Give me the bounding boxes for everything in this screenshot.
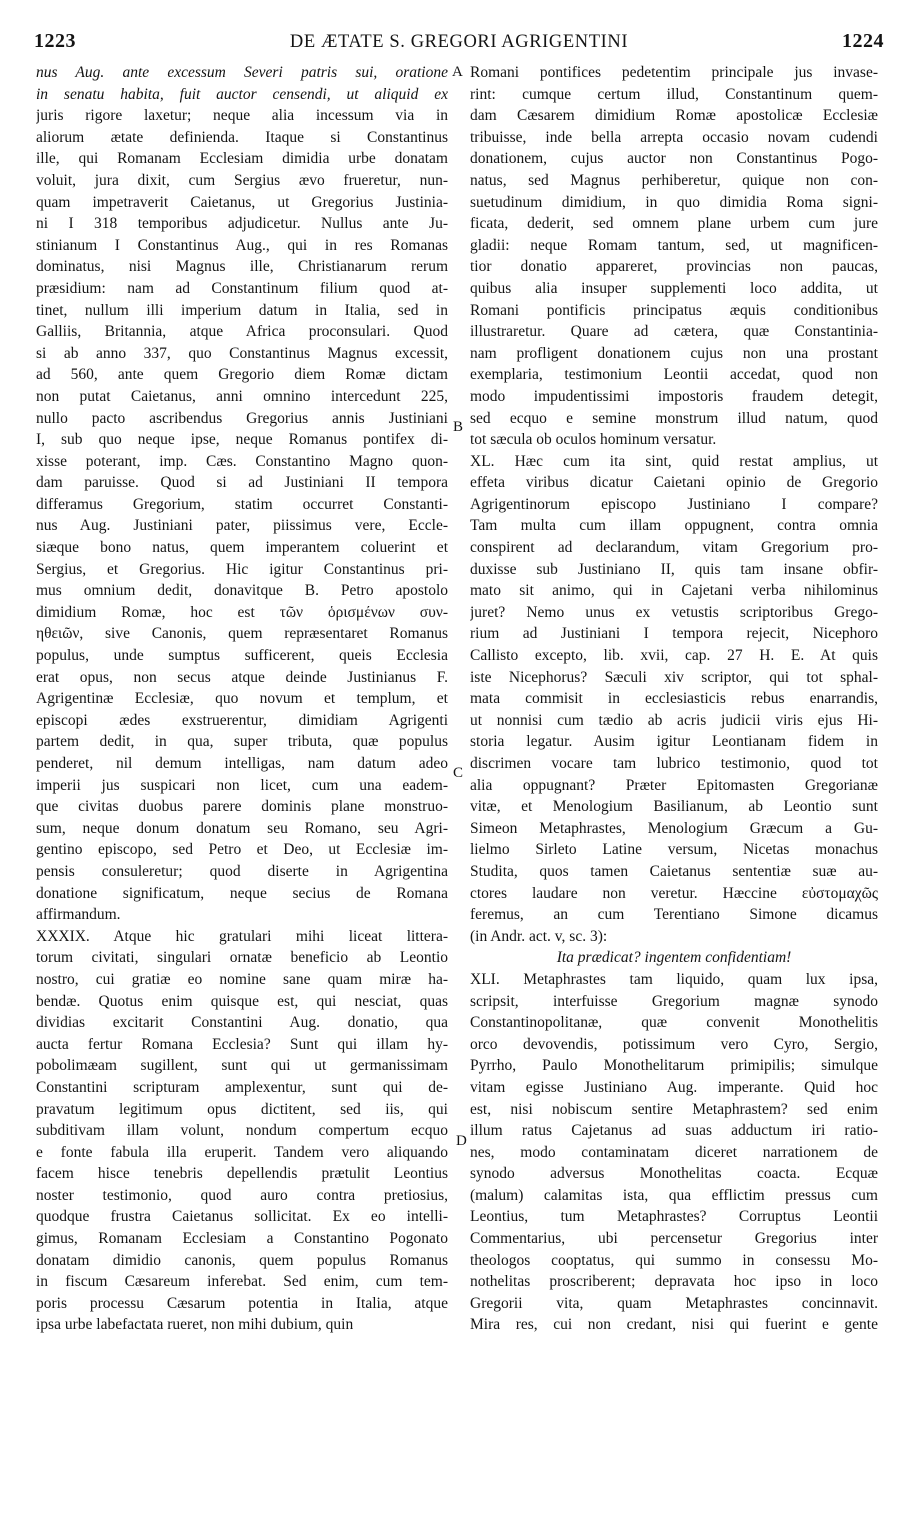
text-line: noster testimonio, quod auro contra pretiosius, [36, 1186, 448, 1204]
text-line: que civitas duobus parere dominis plane monstruo- [36, 798, 448, 816]
text-line: si ab anno 337, quo Constantinus Magnus excessit, [36, 344, 448, 362]
text-line: Romani pontificis principatus æquis conditionibus [470, 301, 878, 319]
text-line: discrimen vocare tam lubrico testimonio, quod tot [470, 755, 878, 772]
text-line: vitæ, et Menologium Basilianum, ab Leontio sunt [470, 798, 878, 816]
text-line: dam paruisse. Quod si ad Justiniani II tempora [36, 474, 448, 492]
text-line: juris rigore laxetur; neque alia incessum via in [36, 107, 448, 125]
text-line: lielmo Sirleto Latine versum, Nicetas monachus [470, 841, 878, 859]
text-line: scripsit, interfuisse Gregorium magnæ synodo [470, 992, 878, 1010]
text-line: I, sub quo neque ipse, neque Romanus pontifex di- [36, 431, 448, 449]
text-line: Constantinopolitanæ, quæ convenit Monothelitis [470, 1014, 878, 1032]
text-line: natus, sed Magnus perhiberetur, quique non con- [470, 171, 878, 189]
margin-letter-d: D [456, 1133, 467, 1149]
text-line: pensis consuleretur; quod diserte in Agrigentina [36, 862, 448, 880]
text-line: Sergius, et Gregorius. Hic igitur Constantinus pri- [36, 560, 448, 578]
text-line: Commentarius, ubi percensetur Gregorius inter [470, 1230, 878, 1248]
text-line: gladii: neque Romam tantum, sed, ut magnificen- [470, 236, 878, 254]
right-column [470, 62, 878, 1336]
text-line: dimidium Romæ, hoc est τῶν ὁρισμένων συν- [36, 603, 448, 621]
text-line: nes, modo contaminatam diceret narrationem de [470, 1143, 878, 1161]
text-line: bendæ. Quotus enim quisque est, qui nesciat, quas [36, 992, 448, 1010]
text-line: aliorum ætate definienda. Itaque si Constantinus [36, 128, 448, 146]
text-line: gentino episcopo, sed Petro et Deo, ut Ecclesiæ im- [36, 841, 448, 859]
text-line: episcopi ædes exstruerentur, dimidiam Agrigenti [36, 711, 448, 729]
text-line: storia legatur. Ausim igitur Leontianam fidem in [470, 733, 878, 751]
text-line: quodque frustra Caietanus sollicitat. Ex eo intelli- [36, 1208, 448, 1226]
text-line: ipsa urbe labefactata rueret, non mihi dubium, quin [36, 1316, 354, 1334]
text-line: conspirent ad declarandum, vitam Gregorium pro- [470, 539, 878, 557]
text-line: Leontius, tum Metaphrastes? Corruptus Leontii [470, 1208, 878, 1226]
text-line: ille, qui Romanam Ecclesiam dimidia urbe donatam [36, 150, 448, 168]
text-line: est, nisi nobiscum sentire Metaphrastem? sed enim [470, 1100, 878, 1118]
text-line: erat opus, non secus atque deinde Justinianus F. [36, 668, 448, 686]
text-line: affirmandum. [36, 906, 121, 924]
text-line: subditivam illam volunt, nondum compertum ecquo [36, 1122, 448, 1140]
text-line: in fiscum Cæsareum inferebat. Sed enim, cum tem- [36, 1273, 448, 1291]
text-line: juret? Nemo unus ex vetustis scriptoribus Grego- [470, 603, 878, 621]
text-line: mato sit animo, qui in Cajetani verba nihilominus [470, 582, 878, 600]
text-line: sum, neque donum donatum seu Romano, seu Agri- [36, 819, 448, 837]
text-line: nullo pacto ascribendus Gregorius annis Justiniani [36, 409, 448, 427]
text-line: Constantini scripturam amplexentur, sunt qui de- [36, 1078, 448, 1096]
text-line: partem dedit, in qua, super tributa, quæ populus [36, 733, 448, 751]
text-line: stinianum I Constantinus Aug., qui in res Romanas [36, 236, 448, 254]
text-line: e fonte fabula illa eruperit. Tandem vero aliquando [36, 1143, 448, 1161]
text-line: Romani pontifices pedetentim principale jus invase- [470, 64, 878, 81]
text-line: XXXIX. Atque hic gratulari mihi liceat littera- [36, 927, 448, 945]
text-line: nus Aug. ante excessum Severi patris sui, oratione [36, 64, 448, 81]
text-line: tior donatio appareret, provincias non paucas, [470, 258, 878, 276]
text-line: exemplaria, testimonium Leontii accedat, quod non [470, 366, 878, 384]
text-line: dividias excitarit Constantini Aug. donatio, qua [36, 1014, 448, 1032]
text-line: imperii jus suspicari non licet, cum una eadem- [36, 776, 448, 794]
text-line: Tam multa cum illam oppugnent, contra omnia [470, 517, 878, 535]
text-line: facem hisce tenebris depellendis prætulit Leontius [36, 1165, 448, 1183]
text-line: penderet, nil demum intelligas, nam datum adeo [36, 755, 448, 772]
text-line: quam impetraverit Caietanus, ut Gregorius Justinia- [36, 193, 448, 211]
text-line: duxisse sub Justiniano II, quis tam insane obfir- [470, 560, 878, 578]
text-line: tribuisse, inde bella arrepta occasio novam cudendi [470, 128, 878, 146]
margin-letter-b: B [453, 419, 464, 435]
text-line: Mira res, cui non credant, nisi qui fuerint e gente [470, 1316, 878, 1334]
text-line: ni I 318 temporibus adjudicetur. Nullus ante Ju- [36, 215, 448, 233]
text-line: gimus, Romanam Ecclesiam a Constantino Pogonato [36, 1230, 448, 1248]
text-line: pravatum legitimum opus dictitent, sed iis, qui [36, 1100, 448, 1118]
text-line: donatam dimidio canonis, quem populus Romanus [36, 1251, 448, 1269]
text-line: modo impudentissimi impostoris fraudem detegit, [470, 387, 878, 405]
text-line: ficata, dederit, sed omnem plane urbem cum jure [470, 215, 878, 233]
text-line: iste Nicephorus? Sæculi xiv scriptor, qui tot sphal- [470, 668, 878, 686]
text-line: XL. Hæc cum ita sint, quid restat amplius, ut [470, 452, 878, 470]
text-line: suetudinum dimidium, in quo dimidia Roma signi- [470, 193, 878, 211]
text-line: XLI. Metaphrastes tam liquido, quam lux ipsa, [470, 970, 878, 988]
margin-letter-a: A [452, 64, 463, 80]
text-line: torum civitati, singulari ornatæ beneficio ab Leontio [36, 949, 448, 967]
text-line: orco devovendis, potissimum vero Cyro, Sergio, [470, 1035, 878, 1053]
text-line: donatione significatum, neque secius de Romana [36, 884, 448, 902]
text-line: (malum) calamitas ista, qua efflictim pressus cum [470, 1186, 878, 1204]
page-number-left: 1223 [34, 30, 76, 52]
text-line: Simeon Metaphrastes, Menologium Græcum a Gu- [470, 819, 878, 837]
text-line: illum ratus Cajetanus ad suas adductum iri ratio- [470, 1122, 878, 1140]
text-line: nostro, cui gratiæ eo nomine sane quam miræ ha- [36, 970, 448, 988]
text-line: mus omnium dedit, donavitque B. Petro apostolo [36, 582, 448, 600]
text-line: aucta fertur Romana Ecclesia? Sunt qui illam hy- [36, 1035, 448, 1053]
text-line: dam Cæsarem dimidium Romæ apostolicæ Ecclesiæ [470, 107, 878, 125]
text-line: ad 560, ante quem Gregorio diem Romæ dictam [36, 366, 448, 384]
text-line: rint: cumque certum illud, Constantinum quem- [470, 85, 878, 103]
text-line: Agrigentinorum episcopo Justiniano I compare? [470, 495, 878, 513]
left-column [36, 62, 448, 1336]
text-line: feremus, an cum Terentiano Simone dicamus [470, 906, 878, 924]
text-line: non putat Caietanus, anni omnino intercedunt 225, [36, 387, 448, 405]
text-line: effeta viribus dicatur Caietani opinio de Gregorio [470, 474, 878, 492]
text-line: ut nonnisi cum tædio ab acris judicii viris ejus Hi- [470, 711, 878, 729]
running-title: DE ÆTATE S. GREGORI AGRIGENTINI [289, 32, 629, 52]
text-line: nothelitas proscriberent; depravata hoc ipso in loco [470, 1273, 878, 1291]
text-line: poris processu Cæsarum potentia in Italia, atque [36, 1294, 448, 1312]
text-line: sed ecquo e semine monstrum illud natum, quod [470, 409, 878, 427]
text-line: vitam egisse Justiniano Aug. imperante. Quid hoc [470, 1078, 878, 1096]
text-line: quibus alia insuper supplementi loco addita, ut [470, 279, 878, 297]
text-line: nus Aug. Justiniani pater, piissimus vere, Eccle- [36, 517, 448, 535]
text-line: mata commisit in ecclesiasticis rebus enarrandis, [470, 690, 878, 708]
text-line: Studita, quos tamen Caietanus sententiæ suæ au- [470, 862, 878, 880]
text-line: voluit, jura dixit, cum Sergius ævo frueretur, nun- [36, 171, 448, 189]
text-line: Galliis, Britannia, atque Africa proconsulari. Quod [36, 323, 448, 341]
text-line: ηθειῶν, sive Canonis, quem repræsentaret Romanus [36, 625, 448, 643]
text-line: Ita prædicat? ingentem confidentiam! [556, 949, 792, 967]
text-line: alia oppugnant? Præter Epitomasten Gregorianæ [470, 776, 878, 794]
text-line: tinet, nullum illi imperium datum in Italia, sed in [36, 301, 448, 319]
margin-letter-c: C [453, 765, 464, 781]
text-line: siæque bono natus, quem imperantem coluerint et [36, 539, 448, 557]
text-line: in senatu habita, fuit auctor censendi, ut aliquid ex [36, 85, 448, 103]
text-line: præsidium: nam ad Constantinum filium quod at- [36, 279, 448, 297]
text-line: ctores laudare non veretur. Hæccine εὐστομαχῶς [470, 884, 878, 902]
page-header [34, 30, 884, 60]
text-line: xisse poterant, imp. Cæs. Constantino Magno quon- [36, 452, 448, 470]
text-line: nam profligent donationem cujus non una prostant [470, 344, 878, 362]
text-line: differamus Gregorium, statim occurret Constanti- [36, 495, 448, 513]
text-line: tot sæcula ob oculos hominum versatur. [470, 431, 717, 449]
text-line: rium ad Justiniani I tempora rejecit, Nicephoro [470, 625, 878, 643]
text-line: Pyrrho, Paulo Monothelitarum primipilis; simulque [470, 1057, 878, 1075]
text-line: illustraretur. Quare ad cætera, quæ Constantinia- [470, 323, 878, 341]
text-line: Agrigentinæ Ecclesiæ, quo novum et templum, et [36, 690, 448, 708]
text-line: populus, unde sumptus sufficerent, queis Ecclesia [36, 647, 448, 665]
text-line: synodo adversus Monothelitas coacta. Ecquæ [470, 1165, 878, 1183]
text-line: dominatus, nisi Magnus ille, Christianarum rerum [36, 258, 448, 276]
text-line: donationem, cujus auctor non Constantinus Pogo- [470, 150, 878, 168]
text-line: pobolimæam sugillent, sunt qui ut germanissimam [36, 1057, 448, 1075]
text-line: Gregorii vita, quam Metaphrastes concinnavit. [470, 1294, 878, 1312]
text-line: (in Andr. act. v, sc. 3): [470, 927, 608, 945]
text-line: theologos cooptatus, qui summo in consessu Mo- [470, 1251, 878, 1269]
text-line: Callisto excepto, lib. xvii, cap. 27 H. E. At quis [470, 647, 878, 665]
page-number-right: 1224 [842, 30, 884, 52]
